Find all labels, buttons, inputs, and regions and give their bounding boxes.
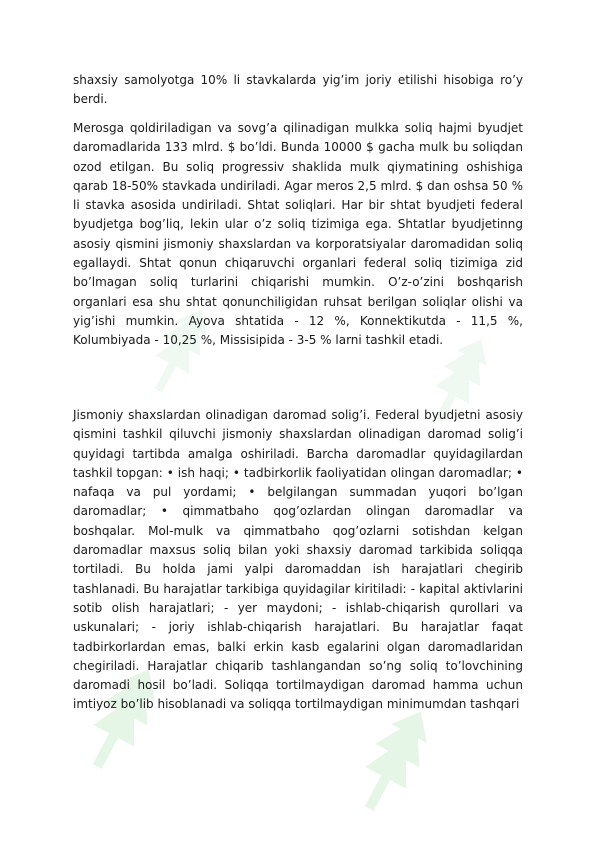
paragraph-income-tax: Jismoniy shaxslardan olinadigan daromad solig’i. Federal byudjetni asosiy qismini tashkil qiluvchi jismoniy shaxslardan olinadigan daromad solig’i quyidagi tartibda amalga oshiriladi. Barcha daromadlar quyidagilardan tashkil topgan: • ish haqi; • tadbirkorlik faoliyatidan olingan daromadlar; • nafaqa va pul yordami; • belgilangan summadan yuqori bo’lgan daromadlar; • qimmatbaho qog’ozlardan olingan daromadlar va boshqalar. Mol-mulk va qimmatbaho qog’ozlarni sotishdan kelgan daromadlar maxsus soliq bilan yoki shaxsiy daromad tarkibida soliqqa tortiladi. Bu holda jami yalpi daromaddan ish harajatlari chegirib tashlanadi. Bu harajatlar tarkibiga quyidagilar kiritiladi: - kapital aktivlarini sotib olish harajatlari; - yer maydoni; - ishlab-chiqarish qurollari va uskunalari; - joriy ishlab-chiqarish harajatlari. Bu harajatlar faqat tadbirkorlardan emas, balki erkin kasb egalarini olgan daromadlaridan chegiriladi. Harajatlar chiqarib tashlangandan so’ng soliq to’lovchining daromadi hosil bo’ladi. Soliqqa tortilmaydigan daromad hamma uchun imtiyoz bo’lib hisoblanadi va soliqqa tortilmaydigan minimumdan tashqari: [73, 408, 523, 712]
paragraph-continuation: shaxsiy samolyotga 10% li stavkalarda yig’im joriy etilishi hisobiga ro’y berdi.: [73, 73, 523, 107]
paragraph-inheritance-tax: Merosga qoldiriladigan va sovg’a qilinadigan mulkka soliq hajmi byudjet daromadlarida 133 mlrd. $ bo’ldi. Bunda 10000 $ gacha mulk bu soliqdan ozod etilgan. Bu soliq progressiv shaklida mulk qiymatining oshishiga qarab 18-50% stavkada undiriladi. Agar meros 2,5 mlrd. $ dan oshsa 50 % li stavka asosida undiriladi. Shtat soliqlari. Har bir shtat byudjeti federal byudjetga bog’liq, lekin ular o’z soliq tizimiga ega. Shtatlar byudjetinng asosiy qismini jismoniy shaxslardan va korporatsiyalar daromadidan soliq egallaydi. Shtat qonun chiqaruvchi organlari federal soliq tizimiga zid bo’lmagan soliq turlarini chiqarishi mumkin. O’z-o’zini boshqarish organlari esa shu shtat qonunchiligidan ruhsat berilgan soliqlar olishi va yig’ishi mumkin. Ayova shtatida - 12 %, Konnektikutda - 11,5 %, Kolumbiyada - 10,25 %, Missisipida - 3-5 % larni tashkil etadi.: [73, 121, 523, 348]
